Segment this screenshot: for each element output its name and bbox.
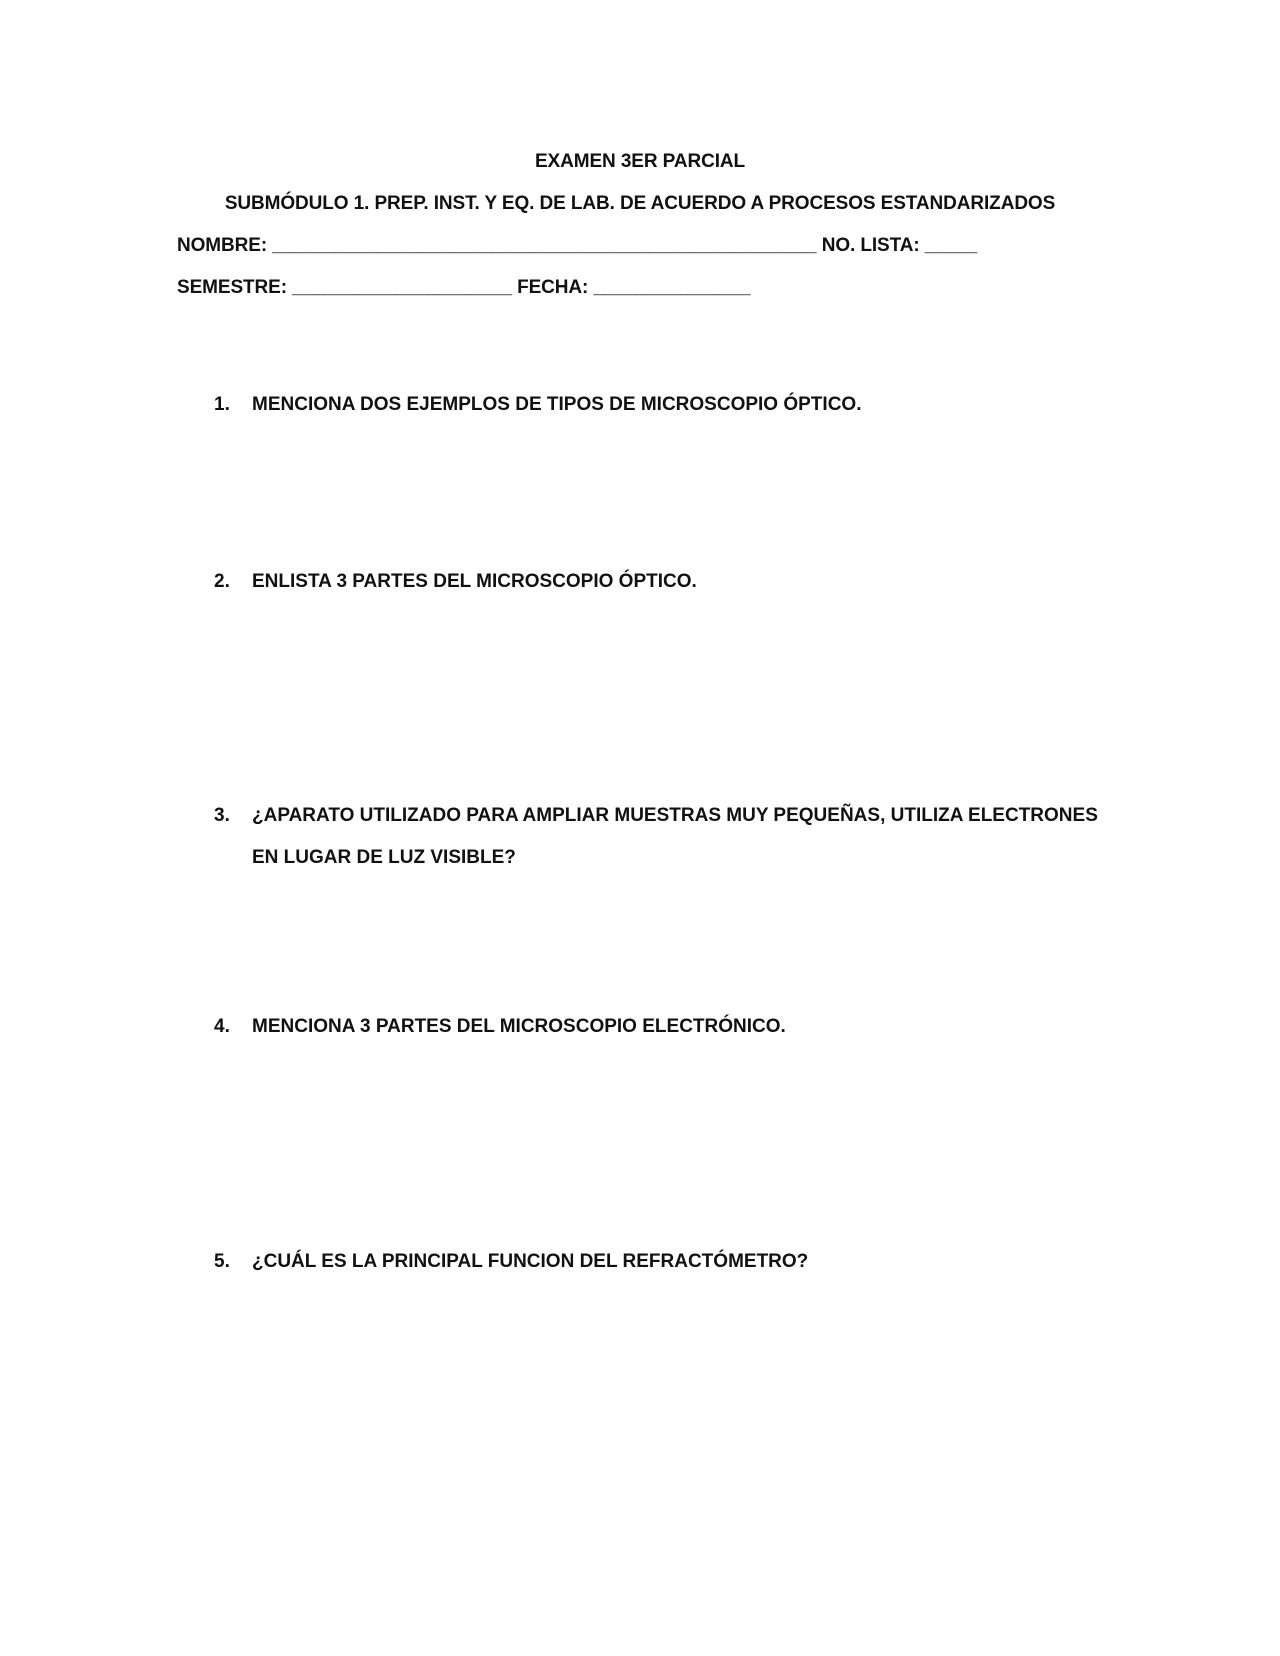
question-text: MENCIONA 3 PARTES DEL MICROSCOPIO ELECTRÓNICO.	[252, 1016, 786, 1037]
question-number: 4.	[214, 1016, 230, 1037]
question-2	[214, 561, 1114, 603]
exam-subtitle: SUBMÓDULO 1. PREP. INST. Y EQ. DE LAB. DE ACUERDO A PROCESOS ESTANDARIZADOS	[224, 193, 1056, 214]
question-number: 2.	[214, 571, 230, 592]
question-text: ¿CUÁL ES LA PRINCIPAL FUNCION DEL REFRACTÓMETRO?	[252, 1251, 809, 1272]
question-4	[214, 1006, 1114, 1048]
question-number: 1.	[214, 394, 230, 415]
exam-title: EXAMEN 3ER PARCIAL	[534, 151, 746, 172]
question-text: ¿APARATO UTILIZADO PARA AMPLIAR MUESTRAS MUY PEQUEÑAS, UTILIZA ELECTRONES EN LUGAR DE LUZ VISIBLE?	[252, 805, 1098, 868]
question-number: 3.	[214, 805, 230, 826]
nombre-lista-line: NOMBRE: ____________________________________________________ NO. LISTA: _____	[177, 235, 978, 256]
question-1	[214, 384, 1114, 426]
question-5	[214, 1241, 1114, 1283]
semestre-fecha-line: SEMESTRE: _____________________ FECHA: _______________	[177, 277, 751, 298]
question-text: MENCIONA DOS EJEMPLOS DE TIPOS DE MICROSCOPIO ÓPTICO.	[252, 394, 862, 415]
question-number: 5.	[214, 1251, 230, 1272]
question-3	[214, 795, 1114, 879]
question-text: ENLISTA 3 PARTES DEL MICROSCOPIO ÓPTICO.	[252, 571, 697, 592]
